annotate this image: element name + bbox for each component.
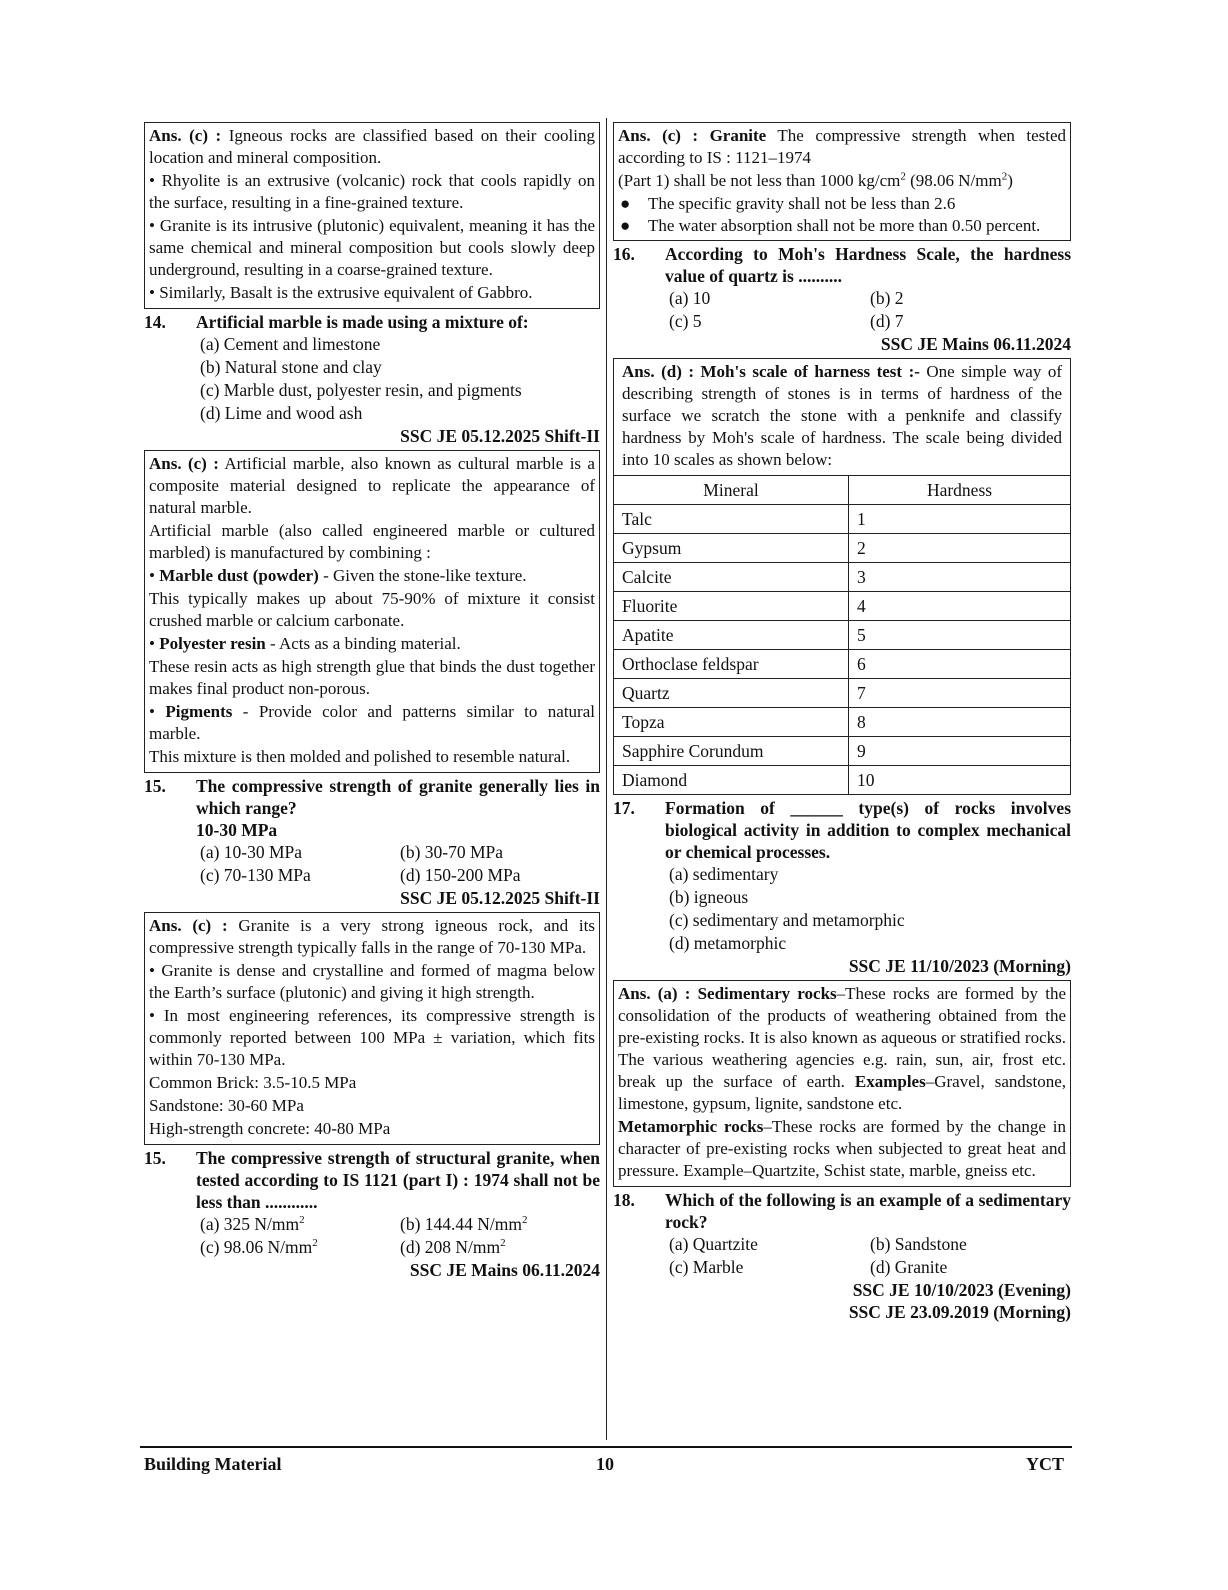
footer-rule (140, 1446, 1072, 1448)
exam-source: SSC JE 11/10/2023 (Morning) (848, 956, 1071, 976)
table-row (614, 766, 1071, 795)
bullet-text: Similarly, Basalt is the extrusive equivalent of Gabbro. (159, 283, 533, 302)
answer-label: Ans. (c) : (149, 916, 228, 935)
table-row (614, 737, 1071, 766)
option-a: (a) 325 $N/mm^2$ (200, 1214, 305, 1234)
bullet-dot: ● (620, 216, 631, 235)
exam-source: SSC JE 05.12.2025 Shift-II (400, 888, 600, 908)
mineral-cell: Talc (614, 505, 849, 534)
option-b: (b) 2 (870, 288, 904, 308)
question-17 (613, 797, 1071, 863)
hardness-cell: 8 (849, 708, 1071, 737)
question-18-options (669, 1233, 1071, 1279)
option-d: (d) Lime and wood ash (200, 403, 363, 423)
question-18 (613, 1189, 1071, 1233)
table-row (614, 563, 1071, 592)
mineral-cell: Orthoclase feldspar (614, 650, 849, 679)
option-a: (a) sedimentary (669, 864, 779, 884)
option-d: (d) metamorphic (669, 933, 787, 953)
right-column (613, 122, 1071, 1326)
hardness-cell: 5 (849, 621, 1071, 650)
answer-text: One simple way of describing strength of stones is in terms of hardness of the surface we scratch the stone with a penknife and classify hardness by Moh's scale of hardness. The scale being divided into 10 scales as shown below: (622, 362, 1062, 469)
bullet-text: Granite is its intrusive (plutonic) equivalent, meaning it has the same chemical and mineral composition but cools slowly deep underground, resulting in a coarse-grained texture. (149, 216, 596, 279)
bullet-text: Rhyolite is an extrusive (volcanic) rock that cools rapidly on the surface, resulting in a fine-grained texture. (149, 171, 595, 212)
answer-label: Ans. (c) : (149, 126, 222, 145)
table-row (614, 650, 1071, 679)
question-text: Formation of ______ type(s) of rocks involves biological activity in addition to complex mechanical or chemical processes. (665, 798, 1071, 862)
table-row (614, 679, 1071, 708)
answer-paragraph: These resin acts as high strength glue that binds the dust together makes final product non-porous. (149, 657, 595, 698)
mineral-cell: Gypsum (614, 534, 849, 563)
bullet-heading: Polyester resin (159, 634, 266, 653)
hardness-cell: 2 (849, 534, 1071, 563)
question-number: 18. (613, 1190, 635, 1210)
option-c: (c) 70-130 MPa (200, 865, 311, 885)
answer-label: Ans. (d) : Moh's scale of harness test :- (622, 362, 920, 381)
bullet-heading: Pigments (165, 702, 233, 721)
question-number: 15. (144, 776, 166, 796)
exam-source: SSC JE 10/10/2023 (Evening) (852, 1280, 1071, 1300)
answer-text: Igneous rocks are classified based on their cooling location and mineral composition. (149, 126, 595, 167)
bullet-text: In most engineering references, its compressive strength is commonly reported between 100 MPa ± variation, which fits within 70-130 MPa. (149, 1006, 596, 1069)
question-text: Which of the following is an example of a sedimentary rock? (665, 1190, 1071, 1232)
bullet-text: Granite is dense and crystalline and formed of magma below the Earth’s surface (plutonic) and giving it high strength. (149, 961, 595, 1002)
answer-15b-box: Ans. (c) : Granite The compressive strength when tested according to IS : 1121–1974 (Part 1) shall be not less than 1000 $kg/cm^2$ (98.06 $N/mm^2$) ● The specific gravity shall not be less than 2.6 ● The water absorption shall not be more than 0.50 percent. (613, 122, 1071, 241)
option-b: (b) igneous (669, 887, 749, 907)
question-number: 15. (144, 1148, 166, 1168)
column-header: Mineral (614, 476, 849, 505)
option-a: (a) Cement and limestone (200, 334, 381, 354)
mineral-cell: Quartz (614, 679, 849, 708)
hardness-cell: 6 (849, 650, 1071, 679)
question-14-options (200, 333, 600, 425)
exam-source: SSC JE Mains 06.11.2024 (409, 1260, 600, 1280)
option-b: (b) Natural stone and clay (200, 357, 382, 377)
answer-16-box (613, 358, 1071, 476)
question-text: Artificial marble is made using a mixture of: (196, 312, 529, 332)
question-text: The compressive strength of granite generally lies in which range? (196, 776, 600, 818)
question-17-options (669, 863, 1071, 955)
mineral-cell: Calcite (614, 563, 849, 592)
answer-text: The compressive strength when tested according to IS : 1121–1974 (618, 126, 1066, 167)
option-c: (c) sedimentary and metamorphic (669, 910, 905, 930)
answer-14-box: Ans. (c) : Artificial marble, also known as cultural marble is a composite material designed to replicate the appearance of natural marble. Artificial marble (also called engineered marble or cultured marbled) is manufactured by combining : • Marble dust (powder) - Given the stone-like texture. This typically makes up about 75-90% of mixture it consist crushed marble or calcium carbonate. • Polyester resin - Acts as a binding material. These resin acts as high strength glue that binds the dust together makes final product non-porous. • Pigments - Provide color and patterns similar to natural marble. This mixture is then molded and polished to resemble natural. (144, 450, 600, 773)
exam-source: SSC JE 05.12.2025 Shift-II (400, 426, 600, 446)
exam-source: SSC JE 23.09.2019 (Morning) (848, 1302, 1071, 1322)
question-16-options (669, 287, 1071, 333)
question-16 (613, 243, 1071, 287)
question-text: The compressive strength of structural granite, when tested according to IS 1121 (part I) : 1974 shall not be less than ............ (196, 1148, 600, 1212)
bullet-heading: Marble dust (powder) (159, 566, 319, 585)
answer-paragraph: Artificial marble (also called engineered marble or cultured marbled) is manufactured by combining : (149, 521, 595, 562)
question-15b-options (200, 1213, 600, 1259)
strength-line: High-strength concrete: 40-80 MPa (149, 1119, 391, 1138)
mineral-cell: Sapphire Corundum (614, 737, 849, 766)
answer-paragraph: This typically makes up about 75-90% of mixture it consist crushed marble or calcium carbonate. (149, 589, 595, 630)
left-column (144, 122, 600, 1284)
strength-line: Common Brick: 3.5-10.5 MPa (149, 1073, 357, 1092)
mineral-cell: Topza (614, 708, 849, 737)
table-row (614, 621, 1071, 650)
hardness-cell: 1 (849, 505, 1071, 534)
question-number: 16. (613, 244, 635, 264)
column-header: Hardness (849, 476, 1071, 505)
option-a: (a) 10 (669, 288, 711, 308)
answer-label: Ans. (c) : Granite (618, 126, 767, 145)
option-c: (c) 98.06 $N/mm^2$ (200, 1237, 318, 1257)
answer-label: Ans. (c) : (149, 454, 219, 473)
option-c: (c) Marble dust, polyester resin, and pigments (200, 380, 522, 400)
option-a: (a) Quartzite (669, 1234, 758, 1254)
answer-13-box: Ans. (c) : Igneous rocks are classified based on their cooling location and mineral composition. • Rhyolite is an extrusive (volcanic) rock that cools rapidly on the surface, resulting in a fine-grained texture. • Granite is its intrusive (plutonic) equivalent, meaning it has the same chemical and mineral composition but cools slowly deep underground, resulting in a coarse-grained texture. • Similarly, Basalt is the extrusive equivalent of Gabbro. (144, 122, 600, 309)
bullet-text: The specific gravity shall not be less than 2.6 (648, 194, 956, 213)
question-14 (144, 311, 600, 333)
table-row (614, 708, 1071, 737)
option-d: (d) Granite (870, 1257, 948, 1277)
bullet-dot: ● (620, 194, 631, 213)
option-d: (d) 150-200 MPa (400, 865, 521, 885)
exam-source: SSC JE Mains 06.11.2024 (880, 334, 1071, 354)
option-d: (d) 7 (870, 311, 904, 331)
table-row (614, 505, 1071, 534)
option-a: (a) 10-30 MPa (200, 842, 303, 862)
hardness-cell: 4 (849, 592, 1071, 621)
question-15-options (200, 841, 600, 887)
question-15b (144, 1147, 600, 1213)
mohs-hardness-table (613, 475, 1071, 795)
option-c: (c) 5 (669, 311, 702, 331)
footer-subject: Building Material (144, 1454, 282, 1474)
option-b: (b) 144.44 $N/mm^2$ (400, 1214, 528, 1234)
bullet-text: The water absorption shall not be more than 0.50 percent. (648, 216, 1041, 235)
question-number: 14. (144, 312, 166, 332)
answer-text: Granite is a very strong igneous rock, and its compressive strength typically falls in the range of 70-130 MPa. (149, 916, 595, 957)
footer-publisher: YCT (1026, 1454, 1065, 1474)
answer-label: Ans. (a) : Sedimentary rocks (618, 984, 837, 1003)
hardness-cell: 10 (849, 766, 1071, 795)
strength-line: Sandstone: 30-60 MPa (149, 1096, 304, 1115)
option-b: (b) Sandstone (870, 1234, 967, 1254)
page-number: 10 (596, 1454, 614, 1474)
table-header-row (614, 476, 1071, 505)
mineral-cell: Diamond (614, 766, 849, 795)
answer-17-box: Ans. (a) : Sedimentary rocks–These rocks are formed by the consolidation of the products of weathering obtained from the pre-existing rocks. It is also known as aqueous or stratified rocks. The various weathering agencies e.g. rain, sun, air, frost etc. break up the surface of earth. Examples–Gravel, sandstone, limestone, gypsum, lignite, sandstone etc. Metamorphic rocks–These rocks are formed by the change in character of pre-existing rocks when subjected to great heat and pressure. Example–Quartzite, Schist state, marble, gneiss etc. (613, 980, 1071, 1187)
option-b: (b) 30-70 MPa (400, 842, 504, 862)
table-row (614, 534, 1071, 563)
answer-paragraph: This mixture is then molded and polished to resemble natural. (149, 747, 571, 766)
answer-15-box: Ans. (c) : Granite is a very strong igneous rock, and its compressive strength typically falls in the range of 70-130 MPa. • Granite is dense and crystalline and formed of magma below the Earth’s surface (plutonic) and giving it high strength. • In most engineering references, its compressive strength is commonly reported between 100 MPa ± variation, which fits within 70-130 MPa. Common Brick: 3.5-10.5 MPa Sandstone: 30-60 MPa High-strength concrete: 40-80 MPa (144, 912, 600, 1145)
question-15 (144, 775, 600, 819)
mineral-cell: Apatite (614, 621, 849, 650)
question-extra-line: 10-30 MPa (196, 820, 278, 840)
question-number: 17. (613, 798, 635, 818)
hardness-cell: 3 (849, 563, 1071, 592)
hardness-cell: 9 (849, 737, 1071, 766)
question-text: According to Moh's Hardness Scale, the hardness value of quartz is .......... (665, 244, 1071, 286)
option-d: (d) 208 $N/mm^2$ (400, 1237, 506, 1257)
mineral-cell: Fluorite (614, 592, 849, 621)
answer-text: Artificial marble, also known as cultural marble is a composite material designed to replicate the appearance of natural marble. (149, 454, 595, 517)
answer-subheading: Metamorphic rocks (618, 1117, 764, 1136)
option-c: (c) Marble (669, 1257, 744, 1277)
table-row (614, 592, 1071, 621)
column-divider (606, 118, 607, 1440)
hardness-cell: 7 (849, 679, 1071, 708)
